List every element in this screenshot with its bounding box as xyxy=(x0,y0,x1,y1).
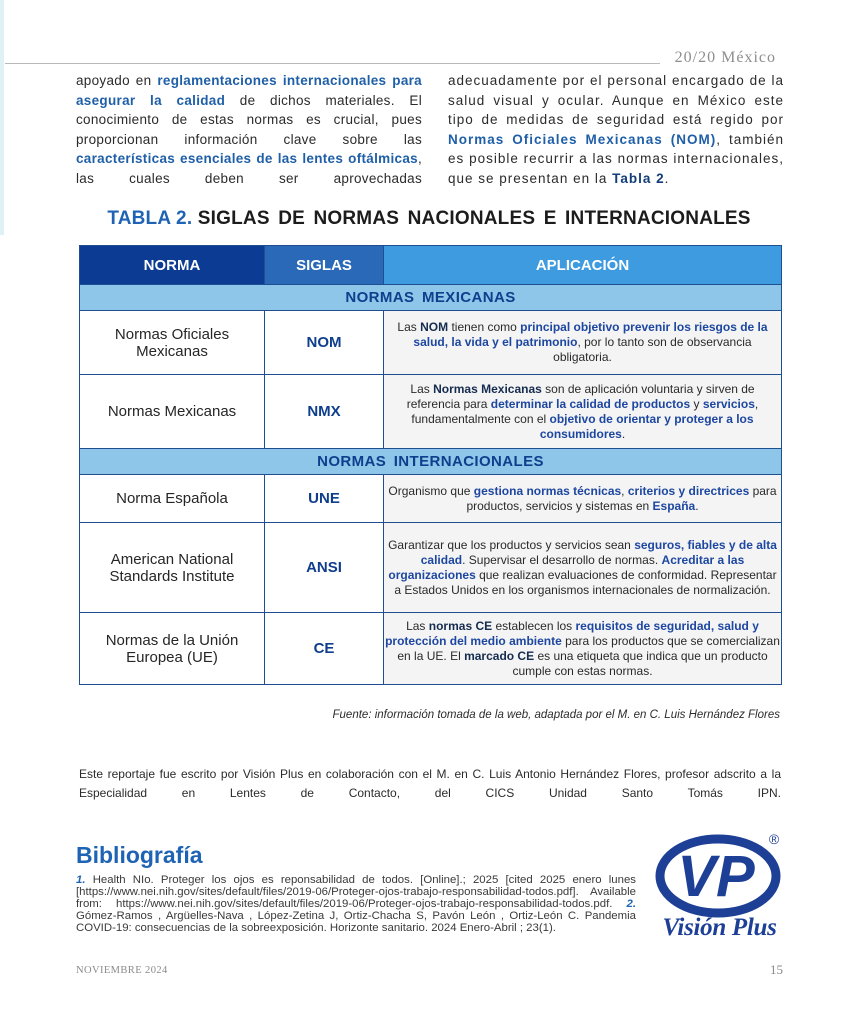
norm-application xyxy=(384,523,782,613)
ref-number: 1. xyxy=(76,874,86,886)
table-row xyxy=(80,613,782,685)
table-row xyxy=(80,475,782,523)
norm-sigla: NOM xyxy=(265,311,384,375)
application-text: . xyxy=(621,426,626,441)
application-text: que realizan evaluaciones de conformidad. Representar a Estados Unidos en los organismos internacionales de normalización. xyxy=(394,567,777,597)
logo-mark: VP xyxy=(677,844,755,909)
application-text: y xyxy=(690,396,703,411)
application-highlight: Normas Mexicanas xyxy=(433,381,542,396)
application-highlight: gestiona normas técnicas xyxy=(473,483,622,498)
application-highlight: normas CE xyxy=(428,618,493,633)
footer-date: NOVIEMBRE 2024 xyxy=(76,965,168,976)
application-highlight: marcado CE xyxy=(464,648,535,663)
norm-application xyxy=(384,375,782,449)
section-row xyxy=(80,285,782,311)
application-highlight: objetivo de orientar y proteger a los consumidores xyxy=(539,411,754,441)
application-text: . Supervisar el desarrollo de normas. xyxy=(462,552,662,567)
text-run: , también es posible recurrir a las normas internacionales, que se presentan en la xyxy=(448,131,784,186)
table-caption: SIGLAS DE NORMAS NACIONALES E INTERNACIONALES xyxy=(197,208,751,229)
application-text: Las xyxy=(397,320,421,334)
application-highlight: principal objetivo prevenir los riesgos de la salud, la vida y el patrimonio xyxy=(413,320,768,349)
section-internacionales: NORMAS INTERNACIONALES xyxy=(80,449,782,475)
application-text: tienen como xyxy=(448,320,521,334)
highlight-text: reglamentaciones internacionales para asegurar la calidad xyxy=(76,73,422,108)
norm-sigla: UNE xyxy=(265,475,384,523)
application-highlight: NOM xyxy=(420,320,449,334)
application-text: para productos, servicios y sistemas en xyxy=(466,483,777,513)
application-text: Garantizar que los productos y servicios sean xyxy=(388,537,635,552)
application-text: es una etiqueta que indica que un producto cumple con estas normas. xyxy=(512,648,768,678)
highlight-text: Normas Oficiales Mexicanas (NOM) xyxy=(448,131,717,147)
table-number: TABLA 2. xyxy=(107,208,193,229)
application-highlight: España xyxy=(652,498,696,513)
application-text: son de aplicación voluntaria y sirven de referencia para xyxy=(406,381,755,411)
logo-wordmark: Visión Plus xyxy=(662,914,777,941)
application-text: . xyxy=(695,498,699,513)
edge-accent-bar xyxy=(0,0,4,235)
table-reference: Tabla 2 xyxy=(612,170,665,186)
table-title xyxy=(0,208,858,230)
application-text: , fundamentalmente con el xyxy=(411,396,759,426)
text-run: . xyxy=(664,170,670,186)
text-run: apoyado en xyxy=(76,73,158,88)
header-rule xyxy=(5,63,660,64)
application-highlight: servicios xyxy=(702,396,755,411)
section-mexicanas: NORMAS MEXICANAS xyxy=(80,285,782,311)
header-norma: NORMA xyxy=(80,246,265,285)
norm-name: Normas Mexicanas xyxy=(80,375,265,449)
highlight-text: características esenciales de las lentes oftálmicas xyxy=(76,151,418,167)
norm-application xyxy=(384,311,782,375)
table-row xyxy=(80,375,782,449)
table-source: Fuente: información tomada de la web, adaptada por el M. en C. Luis Hernández Flores xyxy=(332,709,780,721)
application-text: Organismo que xyxy=(388,483,474,498)
reference-1: Health NIo. Proteger los ojos es reponsabilidad de todos. [Online].; 2025 [cited 2025 enero lunes [https://www.nei.nih.gov/sites/default/files/2019-06/Proteger-ojos-trabajo-responsabilidad-todos.pdf]. Available from: https://www.nei.nih.gov/sites/default/files/2019-06/Proteger-ojos-trabajo-responsabilidad-todos.pdf. xyxy=(76,874,636,910)
norm-sigla: ANSI xyxy=(265,523,384,613)
body-column-right xyxy=(448,71,784,189)
application-highlight: seguros, fiables y de alta calidad xyxy=(420,537,777,567)
body-column-left xyxy=(76,71,422,189)
application-highlight: Acreditar a las organizaciones xyxy=(388,552,745,582)
table-row xyxy=(80,523,782,613)
application-text: para los productos que se comercializan en la UE. El xyxy=(397,633,780,663)
application-text: Las xyxy=(410,381,434,396)
ref-number: 2. xyxy=(626,898,636,910)
application-highlight: criterios y directrices xyxy=(627,483,750,498)
header-siglas: SIGLAS xyxy=(265,246,384,285)
bibliography-list xyxy=(76,874,636,934)
table-row xyxy=(80,311,782,375)
header-brand: 20/20 México xyxy=(674,49,776,66)
application-text: , xyxy=(621,483,628,498)
norm-application xyxy=(384,475,782,523)
application-highlight: requisitos de seguridad, salud y protección del medio ambiente xyxy=(385,618,759,648)
bibliography-title: Bibliografía xyxy=(76,842,203,868)
norm-application xyxy=(384,613,782,685)
norm-name: Norma Española xyxy=(80,475,265,523)
norm-name: Normas de la Unión Europea (UE) xyxy=(80,613,265,685)
application-text: Las xyxy=(406,618,429,633)
norm-sigla: NMX xyxy=(265,375,384,449)
text-run: , las cuales deben ser aprovechadas xyxy=(76,151,422,186)
registered-icon: ® xyxy=(768,831,780,847)
text-run: adecuadamente por el personal encargado de la salud visual y ocular. Aunque en México este tipo de medidas de seguridad está regido por xyxy=(448,73,784,128)
norm-name: Normas Oficiales Mexicanas xyxy=(80,311,265,375)
norm-name: American National Standards Institute xyxy=(80,523,265,613)
norms-table xyxy=(79,245,782,685)
norm-sigla: CE xyxy=(265,613,384,685)
text-run: de dichos materiales. El conocimiento de estas normas es crucial, pues proporcionan información clave sobre las xyxy=(76,92,422,147)
author-credit: Este reportaje fue escrito por Visión Plus en colaboración con el M. en C. Luis Antonio Hernández Flores, profesor adscrito a la Especialidad en Lentes de Contacto, del CICS Unidad Santo Tomás IPN. xyxy=(79,767,781,800)
table-header-row xyxy=(80,246,782,285)
application-highlight: determinar la calidad de productos xyxy=(490,396,691,411)
page-number: 15 xyxy=(770,962,783,977)
header-aplicacion: APLICACIÓN xyxy=(384,246,782,285)
application-text: establecen los xyxy=(492,618,576,633)
reference-2: Gómez-Ramos , Argüelles-Nava , López-Zetina J, Ortiz-Chacha S, Pavón León , Ortiz-León C. Pandemia COVID-19: consecuencias de la sobreexposición. Horizonte sanitario. 2024 Enero-Abril ; 23(1). xyxy=(76,910,636,934)
application-text: , por lo tanto son de observancia obligatoria. xyxy=(553,335,752,364)
section-row xyxy=(80,449,782,475)
